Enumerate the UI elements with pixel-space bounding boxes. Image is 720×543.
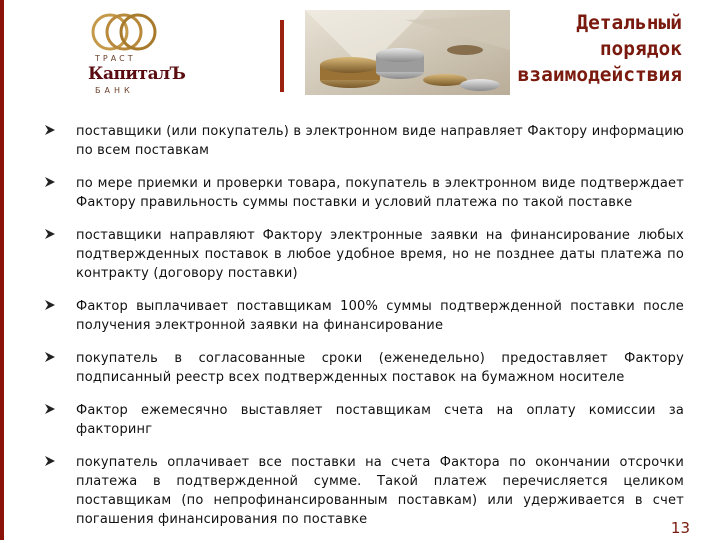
header-divider (280, 20, 284, 92)
left-accent-bar (0, 0, 4, 540)
list-item (44, 349, 684, 387)
list-item (44, 174, 684, 212)
bank-logo (88, 10, 186, 102)
bullet-text: поставщики направляют Фактору электронные заявки на финансирование любых подтвержденных поставок в любое удобное время, но не позднее даты платежа по контракту (договору поставки) (76, 228, 684, 281)
arrow-bullet-icon (44, 297, 76, 311)
logo-line-1: ТРАСТ (95, 54, 136, 63)
title-line-3: взаимодействия (517, 63, 682, 86)
arrow-bullet-icon (44, 349, 76, 363)
title-line-2: порядок (599, 37, 682, 60)
arrow-bullet-icon (44, 453, 76, 467)
list-item (44, 401, 684, 439)
title-line-1: Детальный (576, 11, 682, 34)
logo-line-3: БАНК (95, 86, 134, 95)
slide-title (432, 10, 682, 88)
list-item (44, 453, 684, 529)
bullet-text: Фактор ежемесячно выставляет поставщикам счета на оплату комиссии за факторинг (76, 403, 684, 437)
page-number: 13 (670, 519, 690, 537)
arrow-bullet-icon (44, 174, 76, 188)
bullet-text: поставщики (или покупатель) в электронном виде направляет Фактору информацию по всем поставкам (76, 124, 684, 158)
arrow-bullet-icon (44, 122, 76, 136)
logo-rings-icon (88, 10, 168, 54)
bullet-text: покупатель в согласованные сроки (еженедельно) предоставляет Фактору подписанный реестр всех подтвержденных поставок на бумажном носителе (76, 351, 684, 385)
arrow-bullet-icon (44, 401, 76, 415)
bullet-text: покупатель оплачивает все поставки на счета Фактора по окончании отсрочки платежа в подтвержденной сумме. Такой платеж перечисляется целиком поставщикам (по непрофинансированным поставкам) или удерживается в счет погашения финансирования по поставке (76, 455, 684, 527)
list-item (44, 297, 684, 335)
bullet-text: Фактор выплачивает поставщикам 100% суммы подтвержденной поставки после получения электронной заявки на финансирование (76, 299, 684, 333)
arrow-bullet-icon (44, 226, 76, 240)
bullet-list (44, 122, 684, 543)
logo-line-2: КапиталЪ (88, 64, 186, 84)
list-item (44, 226, 684, 283)
list-item (44, 122, 684, 160)
bullet-text: по мере приемки и проверки товара, покупатель в электронном виде подтверждает Фактору правильность суммы поставки и условий платежа по такой поставке (76, 176, 684, 210)
